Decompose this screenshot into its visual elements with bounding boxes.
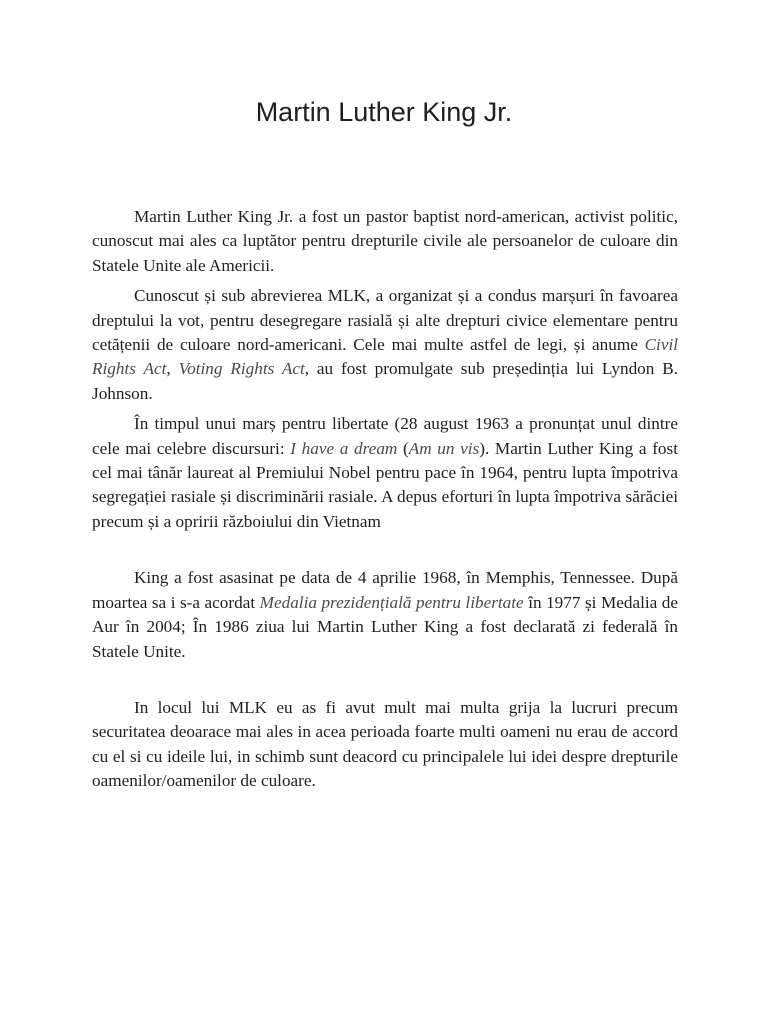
paragraph-text: , au fost promulgate sub președinția lui Lyndon B. Johnson. [92, 359, 678, 403]
document-body [92, 205, 678, 794]
italic-term: I have a dream [290, 438, 398, 458]
paragraph-text: Cunoscut și sub abrevierea MLK, a organizat și a condus marșuri în favoarea dreptului la vot, pentru desegregare rasială și alte drepturi civice elementare pentru cetățenii de culoare nord-americani. Cele mai multe astfel de legi, și anume [92, 286, 678, 355]
paragraph-text: Martin Luther King Jr. a fost un pastor baptist nord-american, activist politic, cunoscut mai ales ca luptător pentru drepturile civile ale persoanelor de culoare din Statele Unite ale Americii. [92, 207, 678, 275]
document-title: Martin Luther King Jr. [255, 97, 513, 127]
paragraph-text: ). Martin Luther King a fost cel mai tânăr laureat al Premiului Nobel pentru pace în 1964, pentru lupta împotriva segregației rasiale și discriminării rasiale. A depus eforturi în lupta împotriva sărăciei precum și a opririi războiului din Vietnam [92, 438, 678, 531]
italic-term: Medalia prezidențială pentru libertate [259, 592, 524, 612]
paragraph-assassination [92, 566, 678, 664]
paragraph-text: , [166, 359, 179, 379]
italic-term: Civil Rights Act [92, 335, 678, 379]
paragraph-text: În timpul unui marș pentru libertate (28 august 1963 a pronunțat unul dintre cele mai celebre discursuri: [92, 414, 678, 458]
paragraph-march-freedom [92, 412, 678, 534]
paragraph-text: ( [397, 438, 409, 458]
paragraph-opinion [92, 696, 678, 794]
paragraph-text: King a fost asasinat pe data de 4 aprilie 1968, în Memphis, Tennessee. După moartea sa i s-a acordat [92, 568, 678, 612]
paragraph-mlk-marches [92, 284, 678, 406]
italic-term: Voting Rights Act [178, 359, 305, 379]
paragraph-text: în 1977 și Medalia de Aur în 2004; În 1986 ziua lui Martin Luther King a fost declarată zi federală în Statele Unite. [92, 592, 679, 661]
paragraph-text: In locul lui MLK eu as fi avut mult mai multa grija la lucruri precum securitatea deoarace mai ales in acea perioada foarte multi oameni nu erau de accord cu el si cu ideile lui, in schimb sunt deacord cu principalele lui idei despre drepturile oamenilor/oamenilor de culoare. [92, 697, 678, 791]
paragraph-intro [92, 205, 678, 278]
italic-term: Am un vis [408, 438, 480, 458]
